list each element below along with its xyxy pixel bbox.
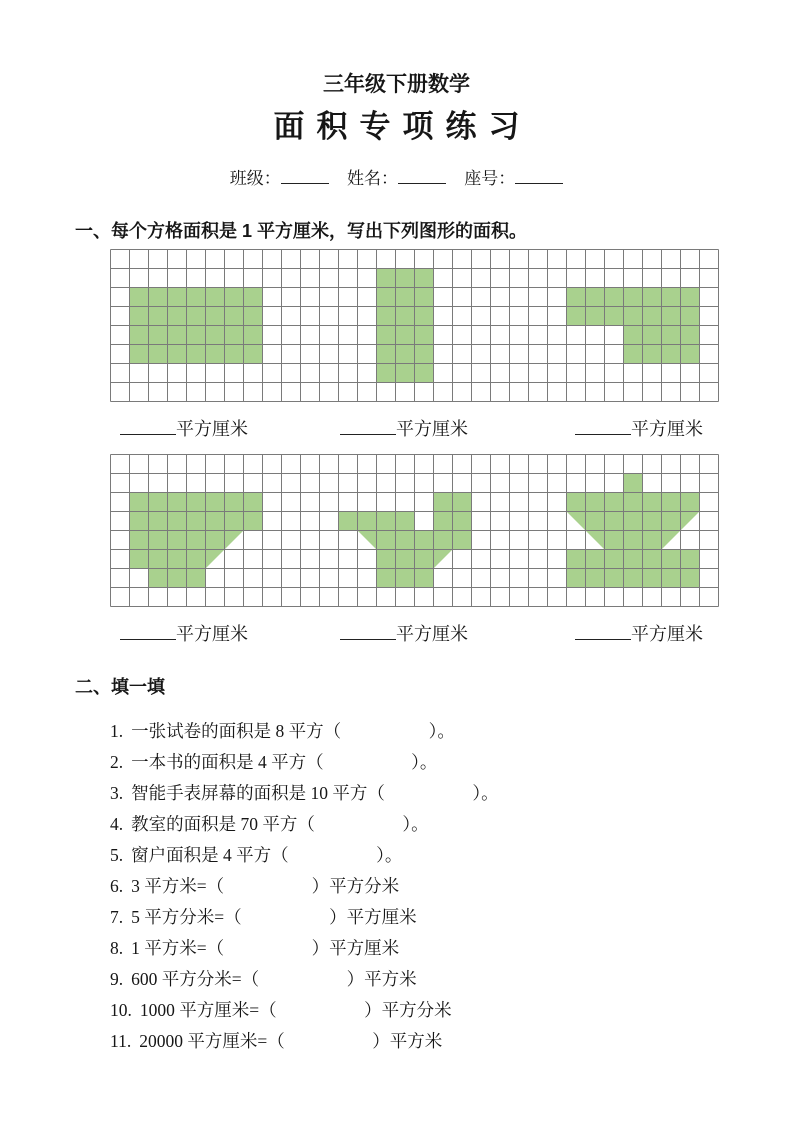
question-text: 1 平方米=（ ）平方厘米	[131, 938, 400, 958]
class-field-label: 班级：	[229, 169, 281, 188]
question-item	[110, 1026, 793, 1057]
question-item	[110, 933, 793, 964]
answer-blank-line	[120, 623, 176, 640]
question-item	[110, 716, 793, 747]
question-item	[110, 747, 793, 778]
question-number: 1.	[110, 721, 124, 741]
grid-2-figure	[110, 454, 793, 607]
question-text: 20000 平方厘米=（ ）平方米	[139, 1031, 443, 1051]
class-blank-line	[281, 168, 329, 184]
question-item	[110, 778, 793, 809]
grid-2-answer-row	[110, 621, 793, 647]
question-item	[110, 902, 793, 933]
area-unit-label: 平方厘米	[176, 624, 248, 644]
section-1-heading: 一、每个方格面积是 1 平方厘米，写出下列图形的面积。	[75, 221, 528, 241]
shaded-shape-irregular-polygon	[339, 493, 472, 588]
area-answer-5	[340, 621, 468, 647]
area-unit-label: 平方厘米	[631, 419, 703, 439]
class-field	[230, 169, 329, 188]
question-number: 6.	[110, 876, 124, 896]
question-number: 2.	[110, 752, 124, 772]
answer-blank-line	[575, 418, 631, 435]
question-number: 3.	[110, 783, 124, 803]
question-text: 3 平方米=（ ）平方分米	[131, 876, 400, 896]
square-grid-1	[110, 249, 719, 402]
question-text: 一张试卷的面积是 8 平方（ ）。	[131, 721, 455, 741]
fill-in-questions	[110, 716, 793, 1057]
question-item	[110, 840, 793, 871]
answer-blank-line	[120, 418, 176, 435]
name-blank-line	[398, 168, 446, 184]
question-number: 9.	[110, 969, 124, 989]
question-item	[110, 964, 793, 995]
seat-blank-line	[515, 168, 563, 184]
grid-1-answer-row	[110, 416, 793, 442]
question-text: 智能手表屏幕的面积是 10 平方（ ）。	[131, 783, 499, 803]
answer-blank-line	[575, 623, 631, 640]
question-number: 11.	[110, 1031, 132, 1051]
square-grid-2	[110, 454, 719, 607]
seat-field-label: 座号：	[464, 169, 516, 188]
area-answer-4	[120, 621, 248, 647]
area-unit-label: 平方厘米	[176, 419, 248, 439]
question-item	[110, 871, 793, 902]
answer-blank-line	[340, 418, 396, 435]
question-text: 一本书的面积是 4 平方（ ）。	[131, 752, 438, 772]
question-number: 4.	[110, 814, 124, 834]
question-text: 窗户面积是 4 平方（ ）。	[131, 845, 403, 865]
question-number: 7.	[110, 907, 124, 927]
student-info-line	[0, 167, 793, 191]
area-unit-label: 平方厘米	[396, 624, 468, 644]
area-answer-2	[340, 416, 468, 442]
name-field-label: 姓名：	[347, 169, 398, 188]
question-number: 5.	[110, 845, 124, 865]
answer-blank-line	[340, 623, 396, 640]
course-subtitle: 三年级下册数学	[323, 73, 470, 96]
page-title: 面积专项练习	[273, 109, 532, 144]
area-unit-label: 平方厘米	[396, 419, 468, 439]
question-text: 600 平方分米=（ ）平方米	[131, 969, 417, 989]
question-item	[110, 995, 793, 1026]
grid-1-figure	[110, 249, 793, 402]
name-field	[347, 169, 446, 188]
section-2-heading: 二、填一填	[75, 677, 165, 697]
seat-field	[464, 169, 563, 188]
question-text: 教室的面积是 70 平方（ ）。	[131, 814, 429, 834]
question-text: 1000 平方厘米=（ ）平方分米	[139, 1000, 452, 1020]
question-number: 8.	[110, 938, 124, 958]
area-answer-3	[575, 416, 703, 442]
area-answer-6	[575, 621, 703, 647]
question-text: 5 平方分米=（ ）平方厘米	[131, 907, 417, 927]
area-answer-1	[120, 416, 248, 442]
shaded-shape-polygon-with-diagonal	[130, 493, 263, 588]
question-item	[110, 809, 793, 840]
question-number: 10.	[110, 1000, 132, 1020]
area-unit-label: 平方厘米	[631, 624, 703, 644]
